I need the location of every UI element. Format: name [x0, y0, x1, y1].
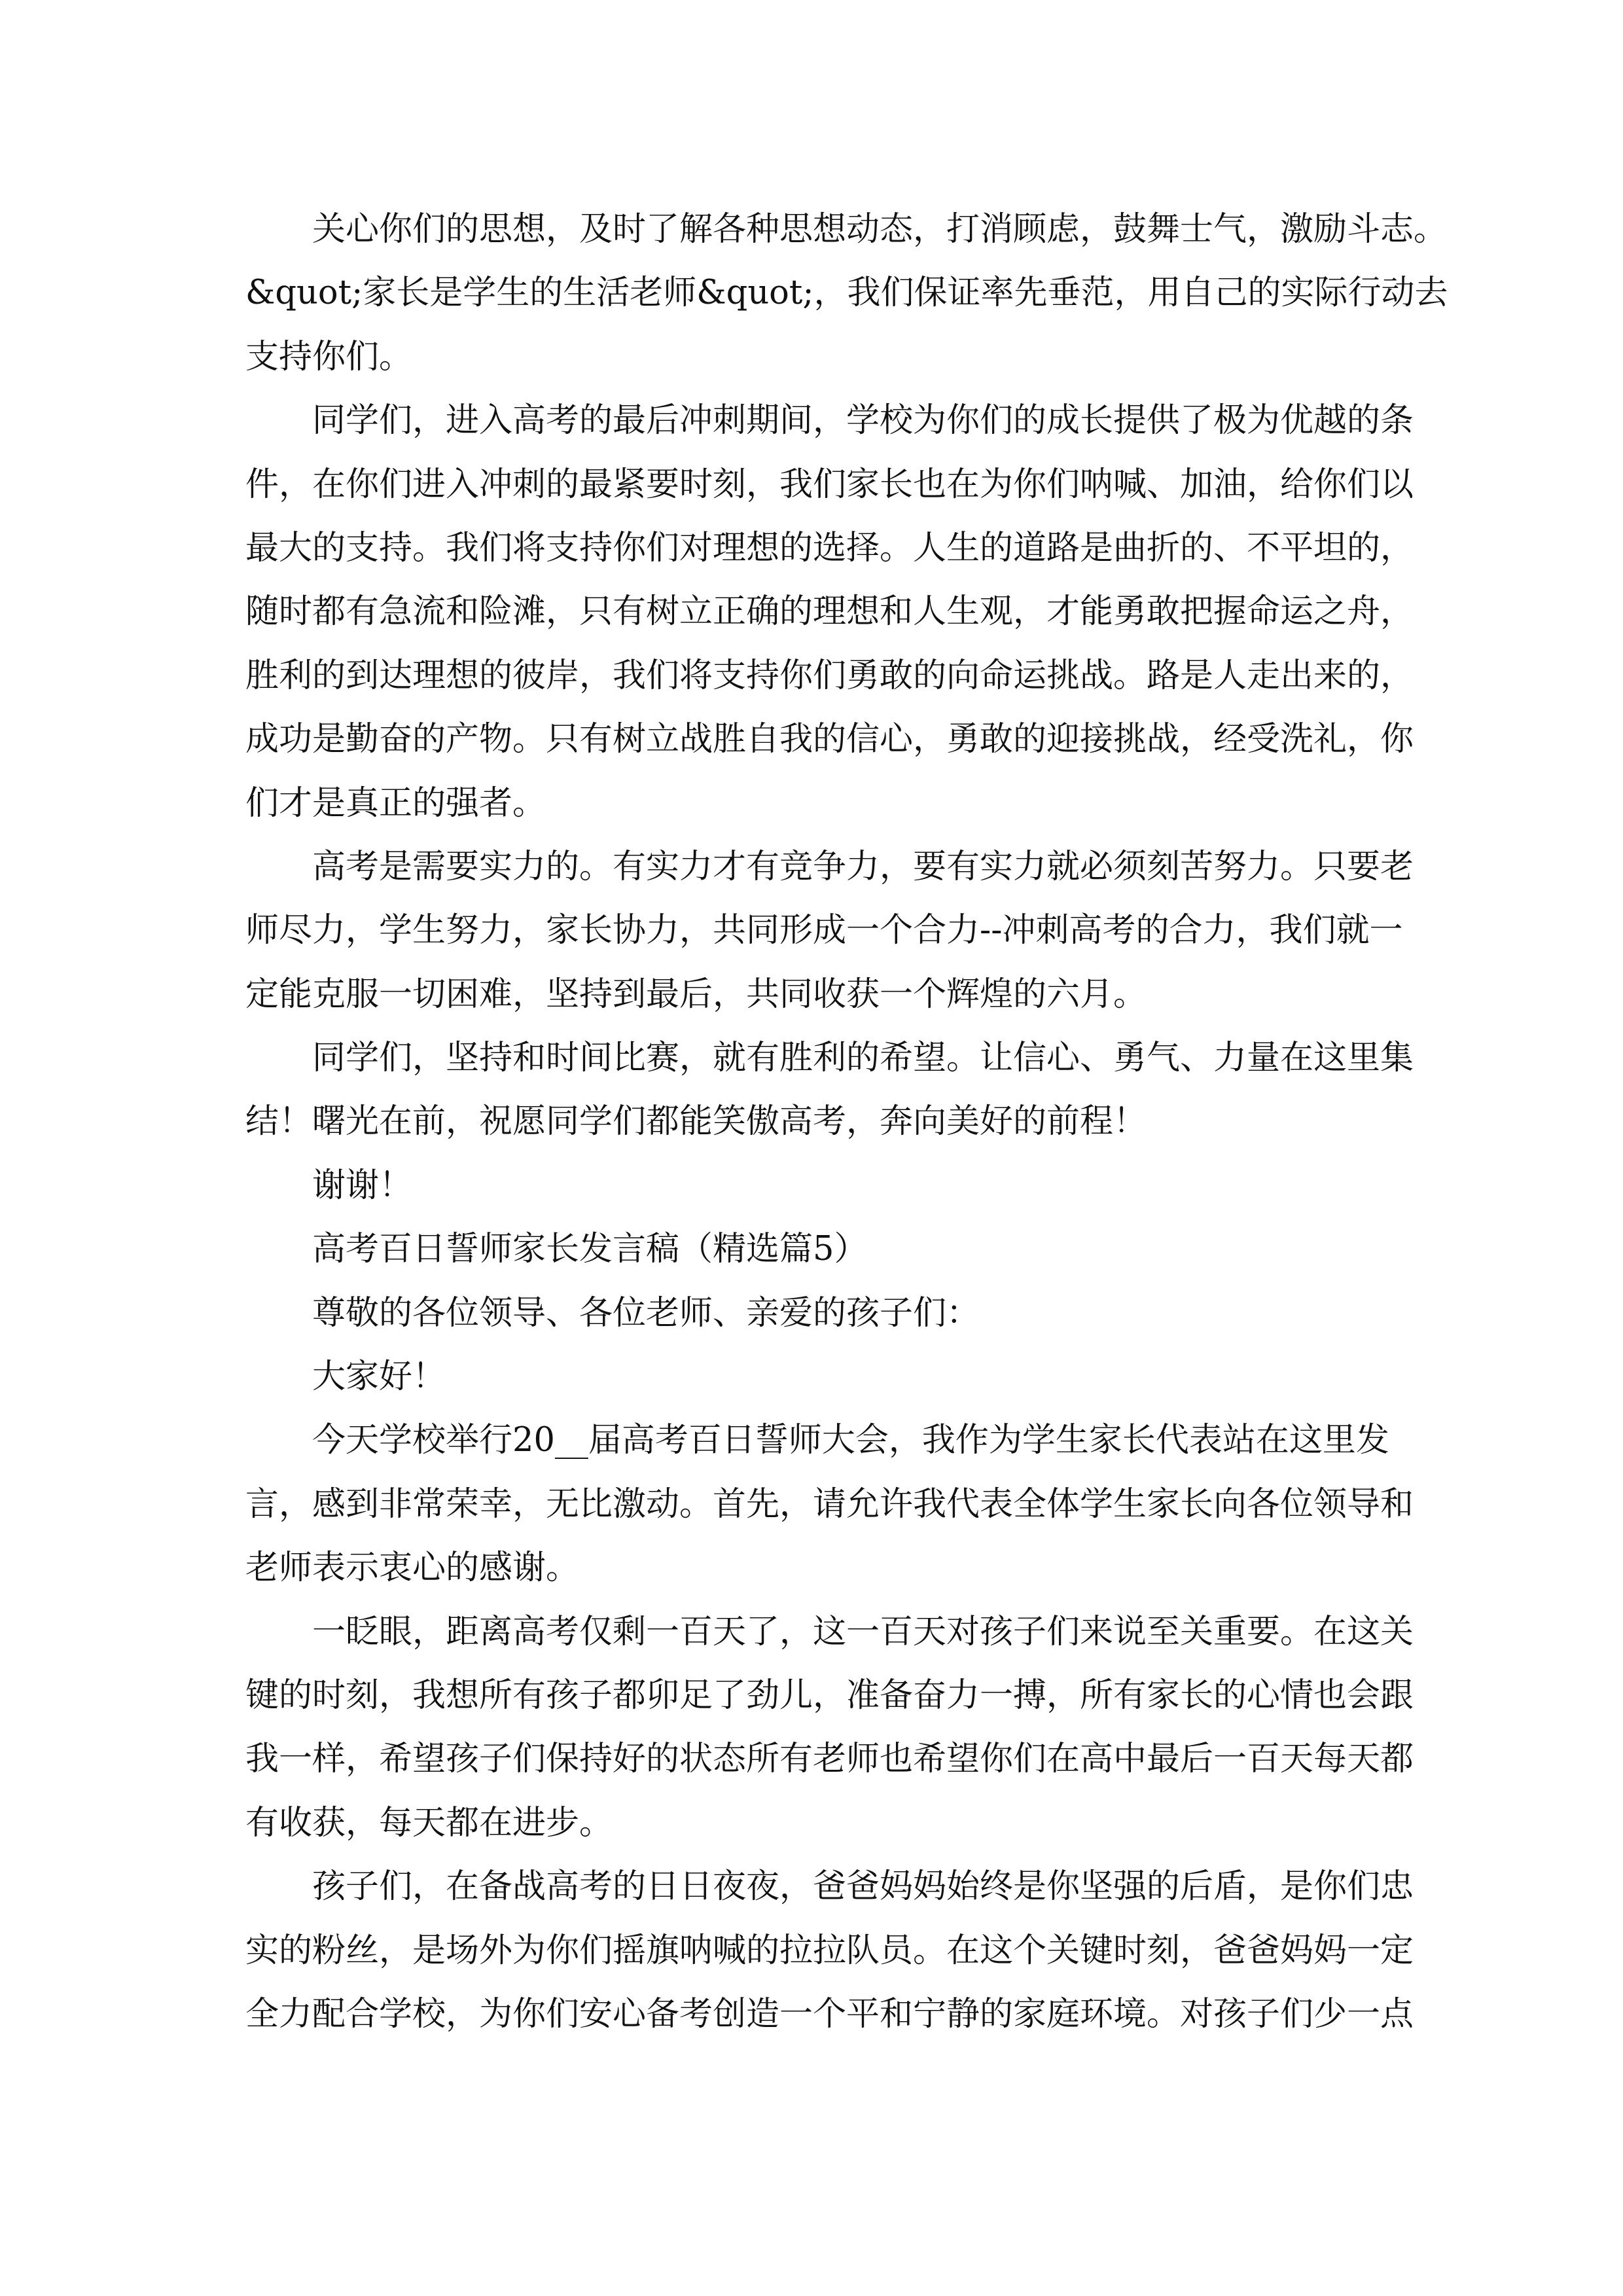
text-line: 今天学校举行20__届高考百日誓师大会，我作为学生家长代表站在这里发 [312, 1421, 1389, 1460]
paragraph [245, 389, 1414, 835]
text-line: 成功是勤奋的产物。只有树立战胜自我的信心，勇敢的迎接挑战，经受洗礼，你 [245, 720, 1414, 759]
text-line: 胜利的到达理想的彼岸，我们将支持你们勇敢的向命运挑战。路是人走出来的， [245, 656, 1414, 695]
paragraph [245, 198, 1448, 389]
text-line: 键的时刻，我想所有孩子都卯足了劲儿，准备奋力一搏，所有家长的心情也会跟 [245, 1676, 1414, 1715]
text-line: 大家好！ [312, 1357, 446, 1397]
text-line: 谢谢！ [312, 1166, 413, 1205]
paragraph [245, 1282, 1379, 1345]
text-line: 关心你们的思想，及时了解各种思想动态，打消顾虑，鼓舞士气，激励斗志。 [312, 210, 1448, 249]
text-line: 一眨眼，距离高考仅剩一百天了，这一百天对孩子们来说至关重要。在这关 [312, 1612, 1414, 1651]
paragraph [245, 1154, 1379, 1217]
text-line: 支持你们。 [245, 337, 413, 376]
text-line: 老师表示衷心的感谢。 [245, 1549, 580, 1588]
text-line: &quot;家长是学生的生活老师&quot;，我们保证率先垂范，用自己的实际行动去 [245, 274, 1448, 313]
text-line: 结！曙光在前，祝愿同学们都能笑傲高考，奔向美好的前程！ [245, 1102, 1147, 1141]
text-line: 高考是需要实力的。有实力才有竞争力，要有实力就必须刻苦努力。只要老 [312, 847, 1414, 886]
paragraph [245, 1600, 1414, 1856]
paragraph [245, 1345, 1379, 1408]
text-line: 尊敬的各位领导、各位老师、亲爱的孩子们： [312, 1293, 980, 1333]
paragraph [245, 1026, 1414, 1154]
text-line: 高考百日誓师家长发言稿（精选篇5） [312, 1230, 868, 1269]
text-line: 定能克服一切困难，坚持到最后，共同收获一个辉煌的六月。 [245, 975, 1147, 1014]
text-line: 们才是真正的强者。 [245, 783, 546, 823]
text-line: 同学们，进入高考的最后冲刺期间，学校为你们的成长提供了极为优越的条 [312, 401, 1414, 440]
text-line: 我一样，希望孩子们保持好的状态所有老师也希望你们在高中最后一百天每天都 [245, 1740, 1414, 1779]
paragraph [245, 1217, 1379, 1281]
paragraph [245, 1855, 1414, 2046]
text-line: 最大的支持。我们将支持你们对理想的选择。人生的道路是曲折的、不平坦的， [245, 528, 1414, 567]
document-body [245, 198, 1448, 2046]
text-line: 言，感到非常荣幸，无比激动。首先，请允许我代表全体学生家长向各位领导和 [245, 1484, 1414, 1524]
text-line: 孩子们，在备战高考的日日夜夜，爸爸妈妈始终是你坚强的后盾，是你们忠 [312, 1867, 1414, 1907]
text-line: 实的粉丝，是场外为你们摇旗呐喊的拉拉队员。在这个关键时刻，爸爸妈妈一定 [245, 1931, 1414, 1970]
text-line: 同学们，坚持和时间比赛，就有胜利的希望。让信心、勇气、力量在这里集 [312, 1039, 1414, 1078]
paragraph [245, 835, 1414, 1026]
text-line: 有收获，每天都在进步。 [245, 1803, 613, 1842]
text-line: 随时都有急流和险滩，只有树立正确的理想和人生观，才能勇敢把握命运之舟， [245, 592, 1414, 632]
text-line: 全力配合学校，为你们安心备考创造一个平和宁静的家庭环境。对孩子们少一点 [245, 1994, 1414, 2034]
text-line: 师尽力，学生努力，家长协力，共同形成一个合力--冲刺高考的合力，我们就一 [245, 911, 1403, 950]
text-line: 件，在你们进入冲刺的最紧要时刻，我们家长也在为你们呐喊、加油，给你们以 [245, 465, 1414, 504]
paragraph [245, 1408, 1414, 1600]
